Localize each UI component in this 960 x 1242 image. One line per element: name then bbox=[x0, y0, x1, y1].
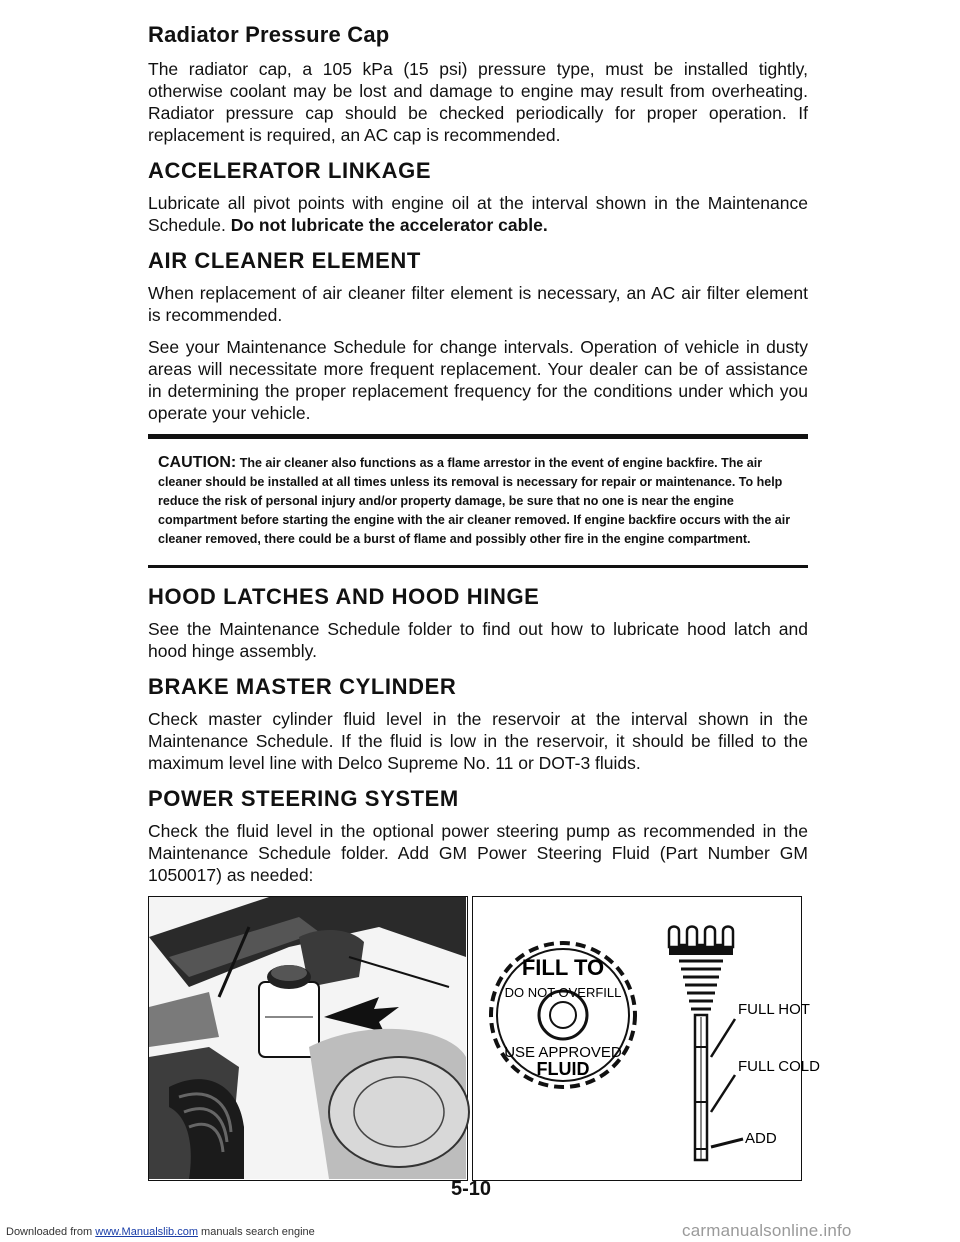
accelerator-text: Lubricate all pivot points with engine oil at the interval shown in the Maintenance Schedule. bbox=[148, 193, 808, 235]
dipstick-label-full-hot: FULL HOT bbox=[738, 1001, 810, 1018]
caution-box bbox=[148, 439, 808, 553]
cap-text-bottom: FLUID bbox=[536, 1059, 590, 1079]
footer-suffix: manuals search engine bbox=[197, 1226, 315, 1238]
dipstick-label-add: ADD bbox=[745, 1130, 777, 1147]
cap-text-left: USE APPROVED bbox=[504, 1044, 622, 1061]
watermark: carmanualsonline.info bbox=[682, 1221, 852, 1240]
accelerator-warning: Do not lubricate the accelerator cable. bbox=[230, 215, 548, 235]
hood-body: See the Maintenance Schedule folder to find out how to lubricate hood latch and hood hinge assembly. bbox=[148, 619, 808, 661]
footer-link[interactable]: www.Manualslib.com bbox=[95, 1226, 198, 1238]
caution-bottom-rule bbox=[148, 565, 808, 568]
radiator-body: The radiator cap, a 105 kPa (15 psi) pressure type, must be installed tightly, otherwise coolant may be lost and damage to engine may result from overheating. Radiator pressure cap should be checked periodically for proper operation. If replacement is required, an AC cap is recommended. bbox=[148, 59, 808, 145]
engine-photo-illustration bbox=[149, 897, 466, 1179]
cap-diagram-svg bbox=[473, 897, 820, 1179]
radiator-heading: Radiator Pressure Cap bbox=[148, 22, 390, 47]
dipstick-label-full-cold: FULL COLD bbox=[738, 1058, 820, 1075]
hood-heading: HOOD LATCHES AND HOOD HINGE bbox=[148, 584, 540, 609]
air-cleaner-heading: AIR CLEANER ELEMENT bbox=[148, 248, 421, 273]
accelerator-heading: ACCELERATOR LINKAGE bbox=[148, 158, 432, 183]
caution-label: CAUTION: bbox=[158, 454, 237, 471]
air-cleaner-body-1: When replacement of air cleaner filter element is necessary, an AC air filter element is recommended. bbox=[148, 283, 808, 325]
power-steering-heading: POWER STEERING SYSTEM bbox=[148, 786, 459, 811]
cap-text-top: FILL TO bbox=[521, 955, 605, 980]
brake-heading: BRAKE MASTER CYLINDER bbox=[148, 674, 457, 699]
footer-prefix: Downloaded from bbox=[6, 1226, 96, 1238]
cap-dipstick-diagram bbox=[472, 896, 820, 1181]
cap-text-inner: DO NOT OVERFILL bbox=[504, 985, 622, 1000]
download-footer bbox=[6, 1226, 315, 1238]
brake-body: Check master cylinder fluid level in the reservoir at the interval shown in the Maintenance Schedule. If the fluid is low in the reservoir, it should be filled to the maximum level line with Delco Supreme No. 11 or DOT-3 fluids. bbox=[148, 709, 808, 773]
air-cleaner-body-2: See your Maintenance Schedule for change intervals. Operation of vehicle in dusty areas will necessitate more frequent replacement. Your dealer can be of assistance in determining the proper replacement frequency for the conditions under which you operate your vehicle. bbox=[148, 337, 808, 423]
engine-photo bbox=[148, 896, 468, 1181]
power-steering-body: Check the fluid level in the optional power steering pump as recommended in the Maintenance Schedule folder. Add GM Power Steering Fluid (Part Number GM 1050017) as needed: bbox=[148, 821, 808, 885]
manual-page bbox=[148, 22, 820, 1181]
caution-text: The air cleaner also functions as a flame arrestor in the event of engine backfire. The air cleaner should be installed at all times unless its removal is necessary for repair or maintenance. To help reduce the risk of personal injury and/or property damage, be sure that no one is near the engine compartment before starting the engine with the air cleaner removed. If engine backfire occurs with the air cleaner removed, there could be a burst of flame and possibly other fire in the engine compartment. bbox=[158, 456, 791, 546]
page-number: 5-10 bbox=[451, 1178, 492, 1200]
figure-row bbox=[148, 896, 820, 1181]
accelerator-body bbox=[148, 192, 808, 236]
